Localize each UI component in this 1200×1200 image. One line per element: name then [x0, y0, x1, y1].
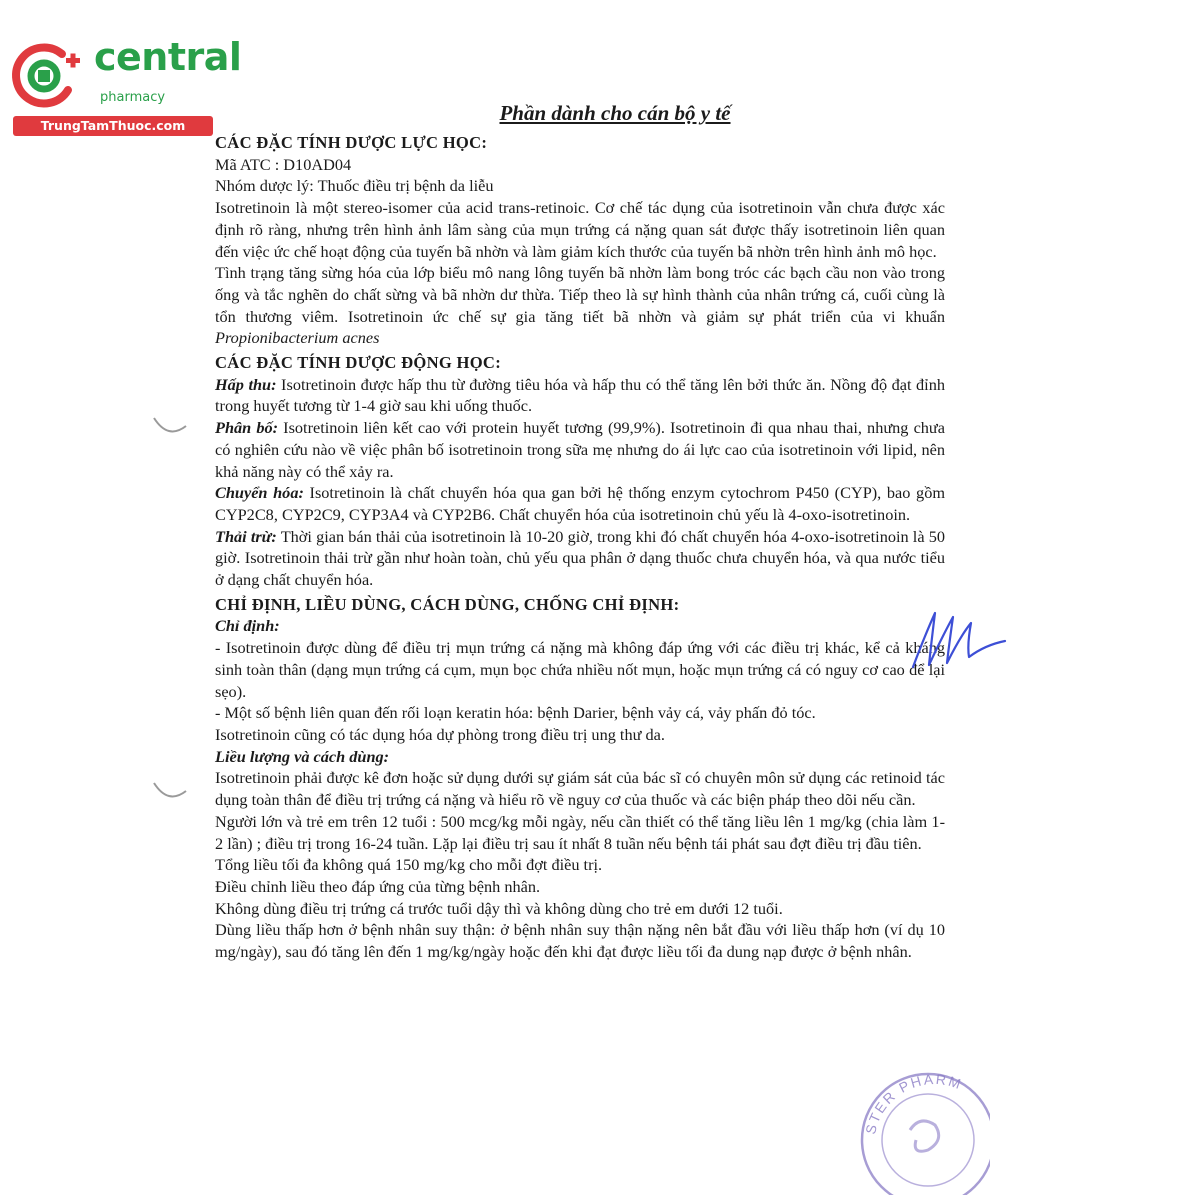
brand-url-banner: TrungTamThuoc.com: [13, 116, 213, 136]
handwritten-signature: [905, 605, 1015, 675]
paragraph: Không dùng điều trị trứng cá trước tuổi dậy thì và không dùng cho trẻ em dưới 12 tuổi.: [215, 898, 783, 918]
label-absorption: Hấp thu:: [215, 374, 277, 394]
pharmacy-cross-logo-icon: [10, 40, 90, 112]
company-stamp: [850, 1045, 990, 1195]
paragraph: Isotretinoin cũng có tác dụng hóa dự phòng trong điều trị ung thư da.: [215, 724, 665, 744]
paragraph-text: Tình trạng tăng sừng hóa của lớp biểu mô nang lông tuyến bã nhờn làm bong tróc các bạch cầu non vào trong ống và tắc nghẽn do chất sừng và bã nhờn dư thừa. Tiếp theo là sự hình thành của nhân trứng cá, cuối cùng là tổn thương viêm. Isotretinoin ức chế sự gia tăng tiết bã nhờn và giảm sự phát triển của vi khuẩn: [215, 263, 945, 326]
label-metabolism: Chuyển hóa:: [215, 483, 304, 503]
atc-code-line: Mã ATC : D10AD04: [215, 154, 352, 174]
svg-text:STER PHARM: STER PHARM: [862, 1070, 965, 1136]
section-heading-pharmacokinetics: CÁC ĐẶC TÍNH DƯỢC ĐỘNG HỌC:: [215, 353, 502, 373]
brand-subtitle: pharmacy: [100, 90, 166, 105]
paragraph: - Isotretinoin được dùng để điều trị mụn trứng cá nặng mà không đáp ứng với các điều trị khác, kể cả kháng sinh toàn thân (dạng mụn trứng cá cụm, mụn bọc chứa nhiều nốt mụn, hoặc mụn trứng cá có nguy cơ cao để lại sẹo).: [215, 638, 945, 701]
section-heading-indications: CHỈ ĐỊNH, LIỀU DÙNG, CÁCH DÙNG, CHỐNG CHỈ ĐỊNH:: [215, 594, 680, 614]
paragraph-metabolism: [215, 482, 945, 525]
document-body: [215, 100, 945, 963]
punch-hole-icon: [150, 775, 190, 805]
text-distribution: Isotretinoin liên kết cao với protein huyết tương (99,9%). Isotretinoin đi qua nhau thai, nhưng chưa có nghiên cứu nào về việc phân bố isotretinoin trong sữa mẹ nhưng do ái lực cao của isotretinoin với lipid, nên khả năng này có thể xảy ra.: [215, 418, 945, 481]
brand-name: central: [94, 35, 242, 79]
paragraph: Tổng liều tối đa không quá 150 mg/kg cho mỗi đợt điều trị.: [215, 855, 603, 875]
paragraph-absorption: [215, 374, 945, 417]
text-excretion: Thời gian bán thải của isotretinoin là 10-20 giờ, trong khi đó chất chuyển hóa 4-oxo-isotretinoin là 50 giờ. Isotretinoin thải trừ gần như hoàn toàn, chủ yếu qua phân ở dạng thuốc chưa chuyển hóa, và qua nước tiểu ở dạng chất chuyển hóa.: [215, 526, 945, 590]
central-pharmacy-logo: [10, 35, 242, 138]
punch-hole-icon: [150, 410, 190, 440]
label-distribution: Phân bố:: [215, 418, 279, 438]
paragraph: - Một số bệnh liên quan đến rối loạn keratin hóa: bệnh Darier, bệnh vảy cá, vảy phấn đỏ tóc.: [215, 703, 816, 723]
paragraph: Isotretinoin phải được kê đơn hoặc sử dụng dưới sự giám sát của bác sĩ có chuyên môn sử dụng các retinoid tác dụng toàn thân để điều trị trứng cá nặng và hiểu rõ về nguy cơ của thuốc và các biện pháp theo dõi nếu cần.: [215, 768, 945, 810]
paragraph: [215, 262, 945, 349]
paragraph-excretion: [215, 526, 945, 591]
bacteria-name: Propionibacterium acnes: [215, 328, 380, 348]
subheading-indication: Chỉ định:: [215, 616, 280, 636]
document-title: Phần dành cho cán bộ y tế: [499, 101, 731, 125]
paragraph: Isotretinoin là một stereo-isomer của acid trans-retinoic. Cơ chế tác dụng của isotretinoin vẫn chưa được xác định rõ ràng, nhưng trên hình ảnh lâm sàng của mụn trứng cá nặng quan sát được thấy isotretinoin liên quan đến việc ức chế hoạt động của tuyến bã nhờn và làm giảm kích thước của tuyến bã nhờn trên hình ảnh mô học.: [215, 198, 945, 261]
paragraph: Dùng liều thấp hơn ở bệnh nhân suy thận: ở bệnh nhân suy thận nặng nên bắt đầu với liều thấp hơn (ví dụ 10 mg/ngày), sau đó tăng lên đến 1 mg/kg/ngày hoặc đến khi đạt được liều tối đa dung nạp được ở bệnh nhân.: [215, 920, 945, 962]
paragraph: Người lớn và trẻ em trên 12 tuổi : 500 mcg/kg mỗi ngày, nếu cần thiết có thể tăng liều lên 1 mg/kg (chia làm 1-2 lần) ; điều trị trong 16-24 tuần. Lặp lại điều trị sau ít nhất 8 tuần nếu bệnh tái phát sau đợt điều trị đầu tiên.: [215, 811, 945, 853]
label-excretion: Thải trừ:: [215, 526, 277, 546]
text-metabolism: Isotretinoin là chất chuyển hóa qua gan bởi hệ thống enzym cytochrom P450 (CYP), bao gồm CYP2C8, CYP2C9, CYP3A4 và CYP2B6. Chất chuyển hóa của isotretinoin chủ yếu là 4-oxo-isotretinoin.: [215, 483, 945, 524]
paragraph: Điều chỉnh liều theo đáp ứng của từng bệnh nhân.: [215, 876, 541, 896]
subheading-dosage: Liều lượng và cách dùng:: [215, 746, 390, 766]
pharmacological-group-line: Nhóm dược lý: Thuốc điều trị bệnh da liễu: [215, 176, 494, 196]
paragraph-distribution: [215, 417, 945, 482]
text-absorption: Isotretinoin được hấp thu từ đường tiêu hóa và hấp thu có thể tăng lên bởi thức ăn. Nồng độ đạt đỉnh trong huyết tương từ 1-4 giờ sau khi uống thuốc.: [215, 374, 945, 416]
section-heading-pharmacodynamics: CÁC ĐẶC TÍNH DƯỢC LỰC HỌC:: [215, 133, 488, 152]
